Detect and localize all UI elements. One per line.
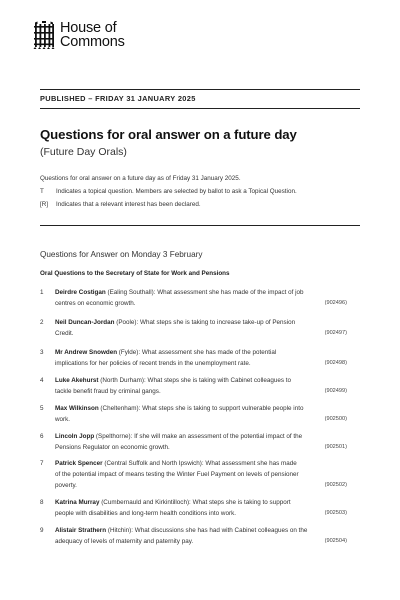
question-text: Credit. (55, 330, 74, 337)
intro-text: Questions for oral answer on a future day as of Friday 31 January 2025. (40, 175, 241, 182)
question-number: 1 (40, 289, 44, 296)
member-name: Deirdre Costigan (55, 289, 106, 296)
question-text: work. (55, 416, 71, 423)
question-text: What steps she is taking to support (192, 499, 291, 506)
member-name: Patrick Spencer (55, 460, 103, 467)
constituency: (North Durham): (98, 377, 148, 384)
question-ref: (902497) (324, 330, 347, 336)
question-text: What assessment she has made of the impact of job (157, 289, 304, 296)
question-text: What steps she is taking to increase take-up of Pension (140, 319, 296, 326)
question-ref: (902503) (324, 510, 347, 516)
constituency: (Cheltenham): (98, 405, 143, 412)
legend-code: T (40, 188, 44, 195)
question-text: of the potential impact of means testing the Winter Fuel Payment on levels of pensioner (55, 471, 299, 478)
question-text: What discussions she has had with Cabinet colleagues on the (134, 527, 308, 534)
department-heading: Oral Questions to the Secretary of State for Work and Pensions (40, 270, 230, 277)
member-name: Katrina Murray (55, 499, 100, 506)
question-text: What assessment she has made of the potential (141, 349, 277, 356)
legend-text: Indicates a topical question. Members are selected by ballot to ask a Topical Question. (56, 188, 297, 195)
section-heading: Questions for Answer on Monday 3 February (40, 250, 203, 259)
page-title: Questions for oral answer on a future day (40, 127, 297, 142)
legend-interest (40, 201, 201, 208)
question-number: 7 (40, 460, 44, 467)
question-number: 3 (40, 349, 44, 356)
question-text: people with disabilities and long-term health conditions into work. (55, 510, 236, 517)
legend-topical (40, 188, 297, 195)
page-subtitle: (Future Day Orals) (40, 146, 127, 158)
question-text: adequacy of levels of maternity and paternity pay. (55, 538, 194, 545)
question-text: Pensions Regulator on economic growth. (55, 444, 170, 451)
member-name: Max Wilkinson (55, 405, 99, 412)
member-name: Neil Duncan-Jordan (55, 319, 115, 326)
question-ref: (902502) (324, 482, 347, 488)
divider-published (40, 108, 360, 109)
constituency: (Central Suffolk and North Ipswich): (102, 460, 206, 467)
question-ref: (902499) (324, 388, 347, 394)
logo-line-1: House of (60, 20, 117, 36)
constituency: (Poole): (114, 319, 141, 326)
question-number: 5 (40, 405, 44, 412)
member-name: Alistair Strathern (55, 527, 107, 534)
constituency: (Hitchin): (106, 527, 135, 534)
question-text: implications for her policies of recent trends in the unemployment rate. (55, 360, 251, 367)
question-text: tackle benefit fraud by criminal gangs. (55, 388, 161, 395)
constituency: (Ealing Southall): (105, 289, 158, 296)
question-number: 8 (40, 499, 44, 506)
logo-wordmark (60, 21, 125, 49)
member-name: Luke Akehurst (55, 377, 99, 384)
question-ref: (902496) (324, 300, 347, 306)
question-ref: (902500) (324, 416, 347, 422)
logo-line-2: Commons (60, 34, 125, 50)
divider-top (40, 89, 360, 90)
constituency: (Fylde): (117, 349, 142, 356)
divider-section (40, 225, 360, 226)
constituency: (Spelthorne): (94, 433, 135, 440)
question-number: 9 (40, 527, 44, 534)
question-text: poverty. (55, 482, 77, 489)
question-ref: (902501) (324, 444, 347, 450)
question-number: 6 (40, 433, 44, 440)
question-ref: (902498) (324, 360, 347, 366)
question-number: 2 (40, 319, 44, 326)
question-text: What steps she is taking to support vulnerable people into (142, 405, 304, 412)
question-ref: (902504) (324, 538, 347, 544)
question-text: What assessment she has made (205, 460, 297, 467)
legend-text: Indicates that a relevant interest has been declared. (56, 201, 201, 208)
portcullis-icon (33, 21, 55, 49)
constituency: (Cumbernauld and Kirkintilloch): (99, 499, 193, 506)
published-date: PUBLISHED – FRIDAY 31 JANUARY 2025 (40, 94, 196, 103)
legend-code: [R] (40, 201, 49, 208)
question-text: centres on economic growth. (55, 300, 136, 307)
member-name: Lincoln Jopp (55, 433, 95, 440)
question-text: If she will make an assessment of the potential impact of the (134, 433, 303, 440)
house-of-commons-logo (33, 20, 163, 54)
question-text: What steps she is taking with Cabinet colleagues to (147, 377, 292, 384)
member-name: Mr Andrew Snowden (55, 349, 118, 356)
question-number: 4 (40, 377, 44, 384)
